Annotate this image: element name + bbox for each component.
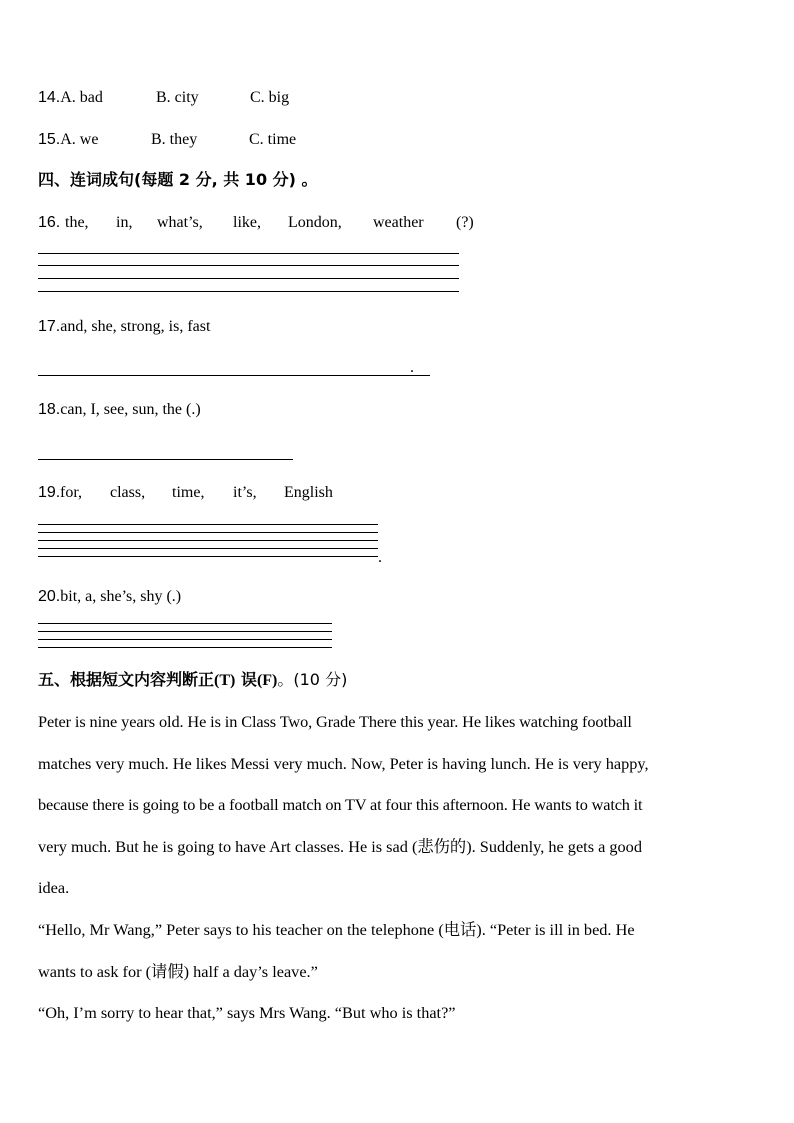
answer-line[interactable]: [38, 540, 378, 541]
answer-line[interactable]: [38, 375, 430, 376]
answer-line[interactable]: [38, 639, 332, 640]
question-number: 15.: [38, 131, 61, 148]
question-number: 16.: [38, 214, 61, 231]
word: like,: [233, 214, 261, 231]
option-a: A. we: [60, 131, 99, 148]
option-b: B. they: [151, 131, 198, 148]
word: for,: [60, 484, 83, 501]
section-5-title-part: (T): [214, 672, 236, 689]
question-number: 17.: [38, 318, 61, 335]
section-4-heading: 四、连词成句(每题 2 分, 共 10 分) 。: [38, 170, 318, 189]
question-16: [38, 213, 474, 233]
word: it’s,: [233, 484, 257, 501]
passage-line: because there is going to be a football match on TV at four this afternoon. He wants to watch it: [38, 795, 643, 814]
answer-line[interactable]: [38, 524, 378, 525]
section-5-title-part: 。(10 分): [277, 670, 348, 689]
end-punctuation: .: [410, 359, 414, 376]
passage-line: wants to ask for (请假) half a day’s leave.”: [38, 962, 318, 981]
word: the,: [65, 214, 89, 231]
answer-line[interactable]: [38, 623, 332, 624]
answer-line[interactable]: [38, 459, 293, 460]
question-number: 19.: [38, 484, 61, 501]
answer-line[interactable]: [38, 265, 459, 266]
word: what’s,: [157, 214, 203, 231]
section-5-title-part: 误: [240, 670, 257, 689]
option-b: B. city: [156, 89, 199, 106]
word: (?): [456, 214, 474, 231]
section-5-title-part: (F): [256, 672, 278, 689]
section-5-heading: [38, 670, 347, 691]
option-c: C. time: [249, 131, 297, 148]
passage-line: very much. But he is going to have Art classes. He is sad (悲伤的). Suddenly, he gets a good: [38, 837, 642, 856]
answer-line[interactable]: [38, 548, 378, 549]
word: class,: [110, 484, 146, 501]
question-number: 20.: [38, 588, 61, 605]
word: in,: [116, 214, 133, 231]
answer-line[interactable]: [38, 647, 332, 648]
passage-line: “Hello, Mr Wang,” Peter says to his teacher on the telephone (电话). “Peter is ill in bed. He: [38, 920, 635, 939]
answer-line[interactable]: [38, 291, 459, 292]
section-5-title-part: 五、根据短文内容判断正: [38, 670, 215, 689]
scrambled-words: can, I, see, sun, the (.): [60, 401, 201, 418]
answer-line[interactable]: [38, 278, 459, 279]
scrambled-words: bit, a, she’s, shy (.): [60, 588, 182, 605]
question-20: [38, 587, 181, 607]
answer-line[interactable]: [38, 556, 378, 557]
word: English: [284, 484, 333, 501]
passage-line: idea.: [38, 878, 70, 897]
answer-line[interactable]: [38, 631, 332, 632]
question-number: 18.: [38, 401, 61, 418]
question-17: [38, 317, 210, 337]
answer-line[interactable]: [38, 253, 459, 254]
end-punctuation: .: [378, 549, 382, 566]
passage-line: “Oh, I’m sorry to hear that,” says Mrs Wang. “But who is that?”: [38, 1003, 456, 1022]
question-number: 14.: [38, 89, 61, 106]
option-a: A. bad: [60, 89, 103, 106]
passage-line: matches very much. He likes Messi very much. Now, Peter is having lunch. He is very happy,: [38, 754, 649, 773]
question-18: [38, 400, 201, 420]
passage-line: Peter is nine years old. He is in Class Two, Grade There this year. He likes watching football: [38, 712, 632, 731]
word: weather: [373, 214, 424, 231]
question-14: [38, 88, 290, 108]
option-c: C. big: [250, 89, 290, 106]
word: time,: [172, 484, 205, 501]
scrambled-words: and, she, strong, is, fast: [60, 318, 211, 335]
question-15: [38, 130, 297, 150]
answer-line[interactable]: [38, 532, 378, 533]
word: London,: [288, 214, 342, 231]
question-19: [38, 483, 333, 503]
